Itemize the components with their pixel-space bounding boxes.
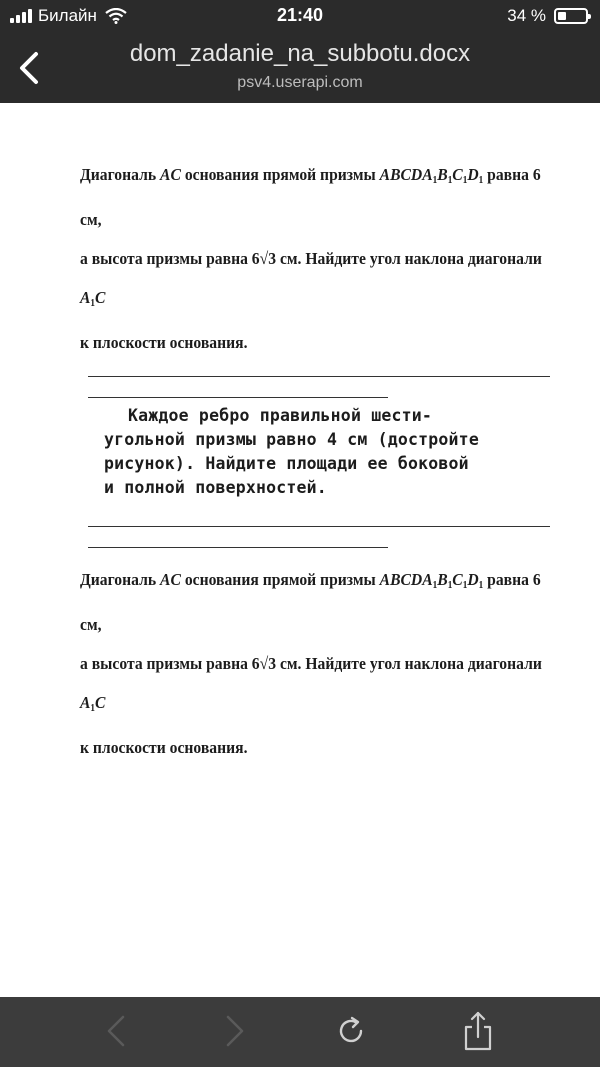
forward-arrow-icon[interactable] (212, 1011, 256, 1051)
answer-line (88, 526, 550, 527)
problem-3-line-1: Диагональ AC основания прямой призмы $ABCDA_1B_1C_1D_1$ равна 6 см, (80, 570, 541, 634)
back-chevron-icon[interactable] (14, 50, 44, 86)
problem-2 (80, 404, 550, 500)
battery-percent: 34 % (507, 6, 546, 25)
battery-info (507, 6, 588, 26)
document-title: dom_zadanie_na_subbotu.docx (129, 40, 471, 67)
problem-2-line-1: Каждое ребро правильной шести- (128, 406, 433, 425)
bottom-toolbar (0, 997, 600, 1067)
problem-3-line-2: а высота призмы равна 6√3 см. Найдите угол наклона диагонали $A_1C$ (80, 654, 542, 714)
document-source: psv4.userapi.com (237, 74, 363, 91)
document-content (80, 155, 560, 767)
problem-1-line-3: к плоскости основания. (80, 333, 248, 352)
battery-icon (554, 8, 588, 24)
reload-icon[interactable] (330, 1011, 374, 1051)
problem-3 (80, 560, 558, 767)
problem-2-line-4: и полной поверхностей. (104, 478, 327, 497)
back-arrow-icon[interactable] (95, 1011, 139, 1051)
status-bar (0, 0, 600, 34)
problem-2-line-2: угольной призмы равно 4 см (достройте (104, 430, 479, 449)
answer-line (88, 547, 388, 548)
answer-line (88, 397, 388, 398)
problem-1-line-1: Диагональ AC основания прямой призмы $ABCDA_1B_1C_1D_1$ равна 6 см, (80, 165, 541, 229)
problem-3-line-3: к плоскости основания. (80, 738, 248, 757)
problem-2-line-3: рисунок). Найдите площади ее боковой (104, 454, 469, 473)
problem-1-line-2: а высота призмы равна 6√3 см. Найдите угол наклона диагонали $A_1C$ (80, 249, 542, 309)
clock: 21:40 (276, 5, 324, 25)
carrier-name: Билайн (38, 6, 97, 25)
answer-line (88, 376, 550, 377)
top-bar (0, 0, 600, 103)
share-icon[interactable] (456, 1011, 500, 1051)
problem-1 (80, 155, 558, 362)
